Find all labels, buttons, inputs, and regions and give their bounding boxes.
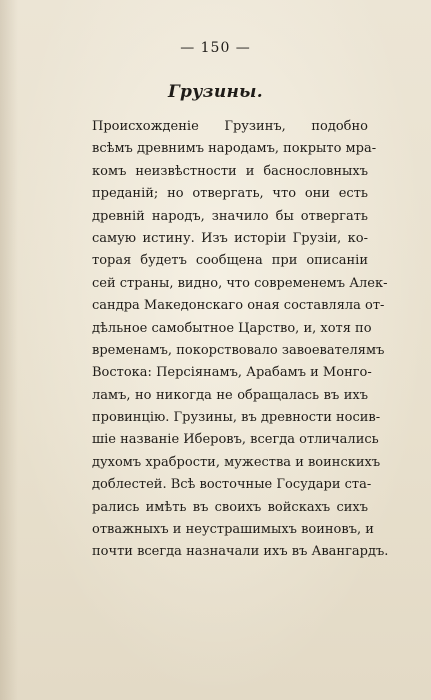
text-line: преданій; но отвергать, что они есть [92,186,368,202]
text-line: комъ неизвѣстности и баснословныхъ [92,163,368,179]
text-line: всѣмъ древнимъ народамъ, покрыто мра- [92,141,377,157]
text-line: сандра Македонскаго оная составляла от- [92,298,385,314]
text-line: доблестей. Всѣ восточные Государи ста- [92,477,372,493]
text-line: древній народъ, значило бы отвергать [92,208,368,224]
page-number: — 150 — [180,40,251,56]
text-line: Происхожденіе Грузинъ, подобно [92,119,368,134]
text-line: дѣльное самобытное Царство, и, хотя по [92,320,372,336]
text-line: шіе названіе Иберовъ, всегда отличались [92,432,379,448]
text-line: почти всегда назначали ихъ въ Авангардъ. [92,544,389,560]
text-line: рались имѣть въ своихъ войскахъ сихъ [92,499,368,515]
text-line: самую истину. Изъ исторіи Грузіи, ко- [92,230,368,246]
text-line: провинцію. Грузины, въ древности носив- [92,410,381,426]
section-title: Грузины. [167,82,263,102]
text-line: сей страны, видно, что современемъ Алек- [92,275,388,291]
text-line: отважныхъ и неустрашимыхъ воиновъ, и [92,522,374,538]
text-line: духомъ храбрости, мужества и воинскихъ [92,454,381,470]
text-line: ламъ, но никогда не обращалась въ ихъ [92,387,368,403]
body-paragraph [92,116,389,564]
text-line: Востока: Персіянамъ, Арабамъ и Монго- [92,365,372,381]
text-line: временамъ, покорствовало завоевателямъ [92,342,385,358]
text-line: торая будетъ сообщена при описаніи [92,253,368,269]
